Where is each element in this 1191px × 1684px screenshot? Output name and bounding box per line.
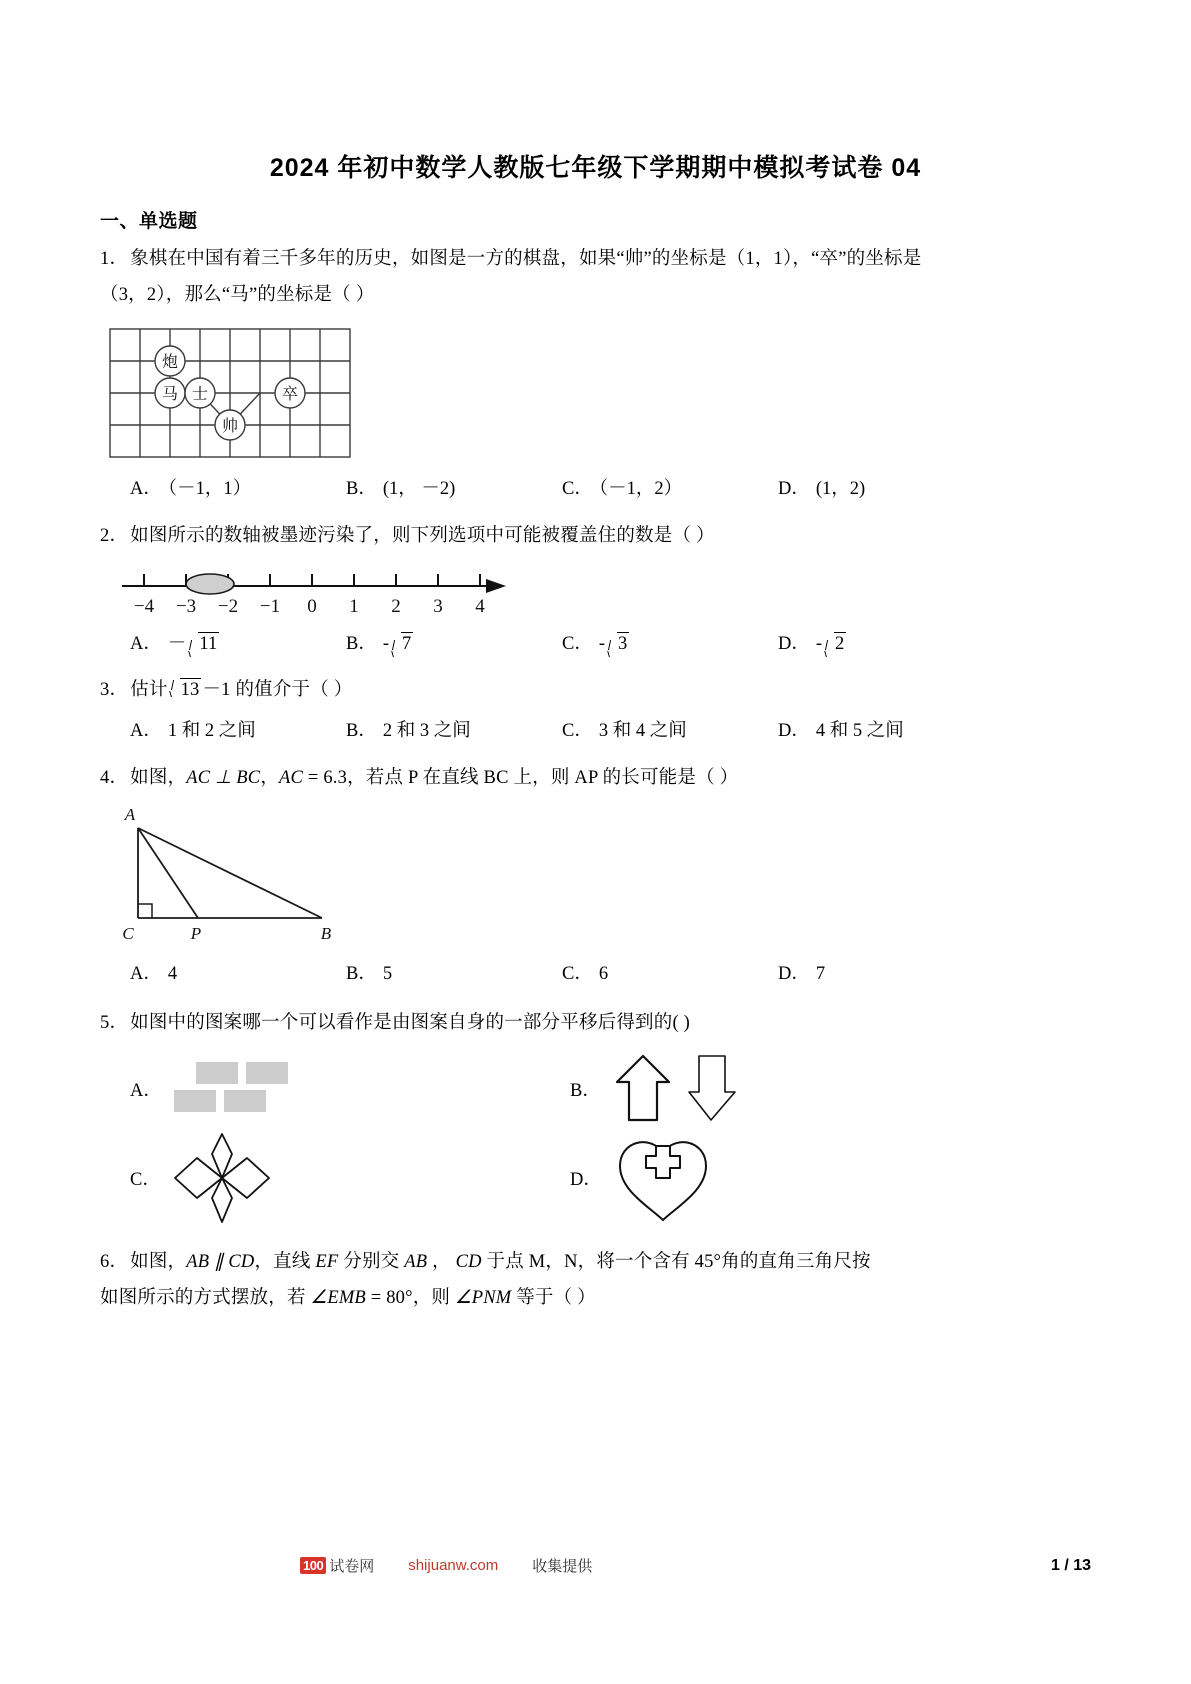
question-4-option-c[interactable]: [562, 959, 778, 985]
svg-text:士: 士: [191, 386, 209, 404]
svg-text:B: B: [320, 924, 332, 944]
option-a-text: 1 和 2 之间: [167, 721, 256, 742]
question-2-option-c[interactable]: [562, 629, 778, 656]
svg-text:0: 0: [307, 596, 317, 618]
question-4-part-0: 如图，: [130, 768, 187, 789]
question-1-line1: 象棋在中国有着三千多年的历史，如图是一方的棋盘，如果“帅”的坐标是（1，1），“卒”的坐标是: [130, 249, 922, 269]
question-5-text: [100, 1005, 1091, 1041]
question-2-option-b[interactable]: [346, 629, 562, 656]
question-2: [100, 518, 1091, 656]
svg-text:1: 1: [349, 596, 359, 618]
sqrt-icon: [169, 672, 202, 708]
svg-text:3: 3: [433, 596, 443, 618]
question-3-text: [100, 672, 1091, 708]
question-5-option-c[interactable]: [100, 1132, 570, 1224]
question-4: [100, 760, 1091, 985]
footer-branding: [300, 1555, 592, 1576]
option-d-label: D．: [778, 634, 810, 655]
option-a-radicand: 11: [198, 632, 219, 656]
question-6-l1-part-1: AB ∥ CD: [186, 1251, 255, 1272]
svg-text:卒: 卒: [281, 386, 299, 404]
question-5: [100, 1005, 1091, 1223]
option-b-label: B．: [346, 721, 377, 742]
option-b-sign: -: [382, 634, 390, 655]
svg-text:4: 4: [475, 596, 485, 618]
question-5-option-b[interactable]: [570, 1052, 1010, 1126]
option-a-sign: －: [167, 634, 187, 655]
svg-text:A: A: [124, 806, 136, 825]
sqrt-icon: [606, 632, 629, 656]
option-c-label: C．: [130, 1169, 161, 1190]
option-d-text: 7: [815, 964, 826, 985]
question-4-figure: [100, 806, 1091, 951]
question-2-options: [100, 629, 1091, 656]
option-a-label: A．: [130, 964, 162, 985]
question-4-option-a[interactable]: [130, 959, 346, 985]
question-6: [100, 1244, 1091, 1316]
svg-text:马: 马: [161, 386, 179, 404]
option-c-radicand: 3: [617, 632, 629, 656]
question-6-l1-part-6: ，: [427, 1251, 456, 1272]
right-triangle-diagram: [100, 806, 360, 946]
option-b-text: 5: [382, 964, 393, 985]
question-1-option-c[interactable]: [562, 474, 778, 500]
question-6-l2-part-4: 等于（ ）: [511, 1287, 596, 1308]
option-a-label: A．: [130, 721, 162, 742]
question-4-part-1: AC ⊥ BC: [186, 768, 261, 789]
question-2-option-a[interactable]: [130, 629, 346, 656]
option-c-label: C．: [562, 721, 593, 742]
question-3-option-b[interactable]: [346, 716, 562, 742]
option-b-text: (1， －2): [382, 479, 456, 500]
question-1-text: [100, 241, 1091, 277]
question-1-option-a[interactable]: [130, 474, 346, 500]
question-6-text-line2: [100, 1280, 1091, 1316]
option-b-text: 2 和 3 之间: [382, 721, 471, 742]
question-6-l1-part-8: 于点 M，N，将一个含有 45°角的直角三角尺按: [481, 1251, 871, 1272]
question-2-number: 2．: [100, 526, 129, 547]
question-5-options-row-2: [100, 1132, 1091, 1224]
option-c-text: 6: [598, 964, 609, 985]
option-d-text: (1，2): [815, 479, 866, 500]
page-number: 1 / 13: [1050, 1556, 1091, 1574]
question-4-number: 4．: [100, 768, 129, 789]
question-4-options: [100, 959, 1091, 985]
option-d-label: D．: [778, 964, 810, 985]
question-5-line1: 如图中的图案哪一个可以看作是由图案自身的一部分平移后得到的( ): [130, 1013, 691, 1034]
four-gray-rectangles-icon: [168, 1056, 308, 1122]
question-5-option-d[interactable]: [570, 1132, 1010, 1224]
site-logo: [300, 1555, 374, 1576]
option-a-label: A．: [130, 634, 162, 655]
option-d-label: D．: [778, 721, 810, 742]
sqrt-icon: [823, 632, 846, 656]
question-2-figure: [114, 564, 1091, 625]
question-2-text: [100, 518, 1091, 554]
four-petal-flower-icon: [167, 1132, 277, 1224]
option-a-text: 4: [167, 964, 178, 985]
question-3-text-after: －1 的值介于（ ）: [202, 680, 353, 701]
question-4-part-4: = 6.3，若点 P 在直线 BC 上，则 AP 的长可能是（ ）: [303, 768, 739, 789]
footer-note: 收集提供: [532, 1558, 593, 1575]
question-1-line2: （3，2），那么“马”的坐标是（ ）: [100, 285, 375, 306]
sqrt-icon: [390, 632, 413, 656]
question-4-part-2: ，: [260, 768, 280, 789]
svg-text:2: 2: [391, 596, 401, 618]
question-6-l2-part-3: ∠PNM: [454, 1287, 512, 1308]
question-6-l1-part-7: CD: [455, 1251, 482, 1272]
question-6-l2-part-1: ∠EMB: [310, 1287, 366, 1308]
question-1-options: [100, 474, 1091, 500]
question-6-l1-part-2: ，直线: [254, 1251, 316, 1272]
question-1-option-d[interactable]: [778, 474, 994, 500]
option-a-label: A．: [130, 1080, 162, 1101]
question-5-option-a[interactable]: [100, 1056, 570, 1122]
heart-with-cross-icon: [608, 1132, 718, 1224]
option-c-label: C．: [562, 634, 593, 655]
option-d-text: 4 和 5 之间: [815, 721, 904, 742]
question-4-text: [100, 760, 1091, 796]
question-3-option-c[interactable]: [562, 716, 778, 742]
option-b-label: B．: [346, 634, 377, 655]
question-3-options: [100, 716, 1091, 742]
question-1-figure: [100, 323, 1091, 466]
question-4-option-b[interactable]: [346, 959, 562, 985]
svg-text:−4: −4: [133, 596, 155, 618]
logo-label: 试卷网: [329, 1558, 375, 1575]
question-2-option-d[interactable]: [778, 629, 994, 656]
option-b-label: B．: [346, 964, 377, 985]
svg-text:−1: −1: [259, 596, 281, 618]
page-footer: [100, 1555, 1091, 1576]
question-6-text-line1: [100, 1244, 1091, 1280]
question-6-l1-part-4: 分别交: [338, 1251, 405, 1272]
question-3: [100, 672, 1091, 742]
sqrt-icon: [187, 632, 219, 656]
question-5-options-row-1: [100, 1052, 1091, 1126]
question-6-l1-part-5: AB: [404, 1251, 428, 1272]
question-3-text-before: 估计: [130, 680, 168, 701]
question-6-l1-part-0: 如图，: [130, 1251, 187, 1272]
question-3-number: 3．: [100, 680, 129, 701]
option-d-radicand: 2: [834, 632, 846, 656]
svg-text:P: P: [190, 924, 202, 944]
question-1-number: 1．: [100, 249, 129, 269]
question-4-option-d[interactable]: [778, 959, 994, 985]
option-a-text: （－1，1）: [167, 479, 252, 500]
option-c-text: （－1，2）: [598, 479, 683, 500]
svg-text:炮: 炮: [161, 354, 179, 372]
option-b-label: B．: [570, 1080, 601, 1101]
option-d-label: D．: [778, 479, 810, 500]
question-6-number: 6．: [100, 1251, 129, 1272]
two-arrows-up-down-icon: [607, 1052, 757, 1126]
question-1-option-b[interactable]: [346, 474, 562, 500]
option-b-radicand: 7: [401, 632, 413, 656]
number-line-diagram: [114, 564, 514, 620]
question-4-part-3: AC: [279, 768, 304, 789]
svg-text:C: C: [122, 924, 134, 944]
section-heading: 一、单选题: [100, 211, 198, 232]
question-6-l2-part-0: 如图所示的方式摆放，若: [100, 1287, 311, 1308]
chess-board-diagram: [100, 323, 360, 461]
question-3-option-d[interactable]: [778, 716, 994, 742]
svg-text:帅: 帅: [221, 418, 239, 436]
question-3-radicand: 13: [180, 678, 202, 702]
question-6-l1-part-3: EF: [315, 1251, 339, 1272]
page-title: 2024 年初中数学人教版七年级下学期期中模拟考试卷 04: [269, 154, 922, 182]
option-c-text: 3 和 4 之间: [598, 721, 687, 742]
footer-url[interactable]: shijuanw.com: [408, 1557, 499, 1574]
question-1: [100, 241, 1091, 500]
svg-text:−2: −2: [217, 596, 239, 618]
question-5-number: 5．: [100, 1013, 129, 1034]
svg-text:−3: −3: [175, 596, 197, 618]
option-c-label: C．: [562, 964, 593, 985]
option-d-label: D．: [570, 1169, 602, 1190]
option-d-sign: -: [815, 634, 823, 655]
question-3-option-a[interactable]: [130, 716, 346, 742]
option-a-label: A．: [130, 479, 162, 500]
question-6-l2-part-2: = 80°，则: [365, 1287, 455, 1308]
option-c-label: C．: [562, 479, 593, 500]
option-c-sign: -: [598, 634, 606, 655]
question-2-line1: 如图所示的数轴被墨迹污染了，则下列选项中可能被覆盖住的数是（ ）: [130, 526, 715, 547]
option-b-label: B．: [346, 479, 377, 500]
logo-badge-icon: 100: [300, 1557, 326, 1574]
